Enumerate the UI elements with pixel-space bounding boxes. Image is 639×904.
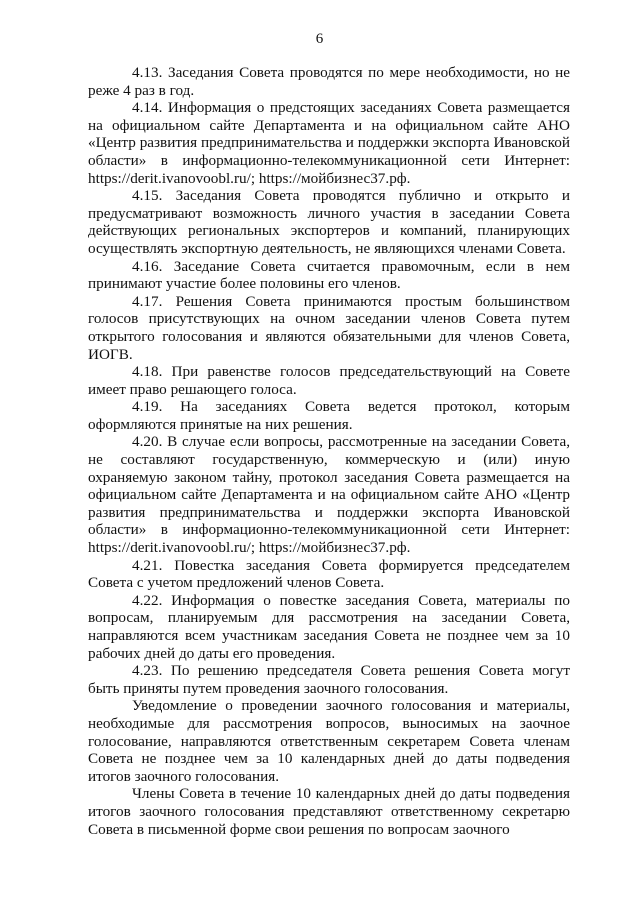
document-body <box>88 64 570 838</box>
paragraph-4-22: 4.22. Информация о повестке заседания Совета, материалы по вопросам, планируемым для рассмотрения на заседании Совета, направляются всем участникам заседания Совета не позднее чем за 10 рабочих дней до даты его проведения. <box>88 591 570 662</box>
paragraph-absentee-decisions: Члены Совета в течение 10 календарных дней до даты подведения итогов заочного голосования представляют ответственному секретарю Совета в письменной форме свои решения по вопросам заочного <box>88 785 570 838</box>
paragraph-4-20: 4.20. В случае если вопросы, рассмотренные на заседании Совета, не составляют государственную, коммерческую и (или) иную охраняемую законом тайну, протокол заседания Совета размещается на официальном сайте Департамента и на официальном сайте АНО «Центр развития предпринимательства и поддержки экспорта Ивановской области» в информационно-телекоммуникационной сети Интернет: https://derit.ivanovoobl.ru/; https://мойбизнес37.рф. <box>88 433 570 557</box>
paragraph-4-21: 4.21. Повестка заседания Совета формируется председателем Совета с учетом предложений членов Совета. <box>88 556 570 592</box>
paragraph-4-17: 4.17. Решения Совета принимаются простым большинством голосов присутствующих на очном заседании членов Совета путем открытого голосования и являются обязательными для членов Совета, ИОГВ. <box>88 292 570 363</box>
paragraph-4-19: 4.19. На заседаниях Совета ведется протокол, которым оформляются принятые на них решения. <box>88 398 570 433</box>
paragraph-absentee-notice: Уведомление о проведении заочного голосования и материалы, необходимые для рассмотрения вопросов, выносимых на заочное голосование, направляются ответственным секретарем Совета членам Совета не позднее чем за 10 календарных дней до даты подведения итогов заочного голосования. <box>88 697 570 785</box>
page-number: 6 <box>315 31 324 47</box>
paragraph-4-14: 4.14. Информация о предстоящих заседаниях Совета размещается на официальном сайте Департамента и на официальном сайте АНО «Центр развития предпринимательства и поддержки экспорта Ивановской области» в информационно-телекоммуникационной сети Интернет: https://derit.ivanovoobl.ru/; https://мойбизнес37.рф. <box>88 99 570 187</box>
paragraph-4-18: 4.18. При равенстве голосов председательствующий на Совете имеет право решающего голоса. <box>88 363 570 398</box>
paragraph-4-13: 4.13. Заседания Совета проводятся по мере необходимости, но не реже 4 раз в год. <box>88 64 570 99</box>
paragraph-4-23: 4.23. По решению председателя Совета решения Совета могут быть приняты путем проведения заочного голосования. <box>88 662 570 697</box>
paragraph-4-16: 4.16. Заседание Совета считается правомочным, если в нем принимают участие более половины его членов. <box>88 257 570 293</box>
paragraph-4-15: 4.15. Заседания Совета проводятся публично и открыто и предусматривают возможность личного участия в заседании Совета действующих региональных экспортеров и компаний, планирующих осуществлять экспортную деятельность, не являющихся членами Совета. <box>88 187 570 257</box>
